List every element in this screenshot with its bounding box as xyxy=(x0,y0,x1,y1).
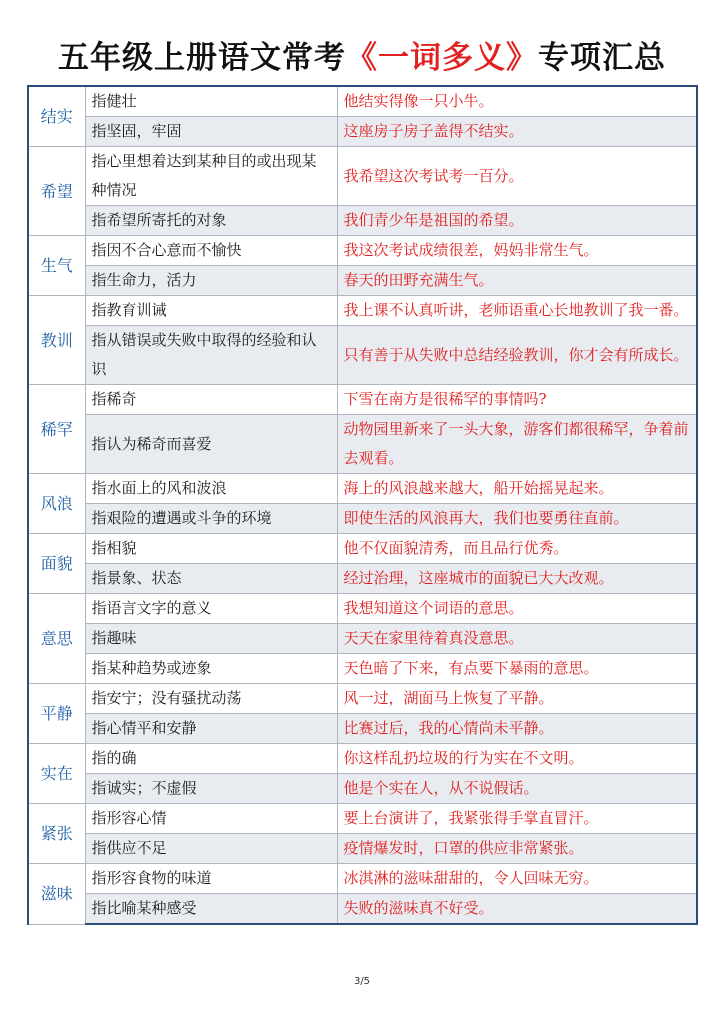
table-row xyxy=(28,834,697,864)
example-cell: 我想知道这个词语的意思。 xyxy=(337,594,697,624)
meaning-cell: 指水面上的风和波浪 xyxy=(85,474,337,504)
example-cell: 天天在家里待着真没意思。 xyxy=(337,624,697,654)
table-row xyxy=(28,624,697,654)
meaning-cell: 指希望所寄托的对象 xyxy=(85,206,337,236)
meaning-cell: 指因不合心意而不愉快 xyxy=(85,236,337,266)
word-cell: 平静 xyxy=(28,684,85,744)
example-cell: 经过治理，这座城市的面貌已大大改观。 xyxy=(337,564,697,594)
table-row xyxy=(28,894,697,925)
example-cell: 我这次考试成绩很差，妈妈非常生气。 xyxy=(337,236,697,266)
table-row xyxy=(28,714,697,744)
example-cell: 只有善于从失败中总结经验教训，你才会有所成长。 xyxy=(337,326,697,385)
example-cell: 这座房子房子盖得不结实。 xyxy=(337,117,697,147)
table-row xyxy=(28,474,697,504)
meaning-cell: 指相貌 xyxy=(85,534,337,564)
word-cell: 滋味 xyxy=(28,864,85,925)
table-row xyxy=(28,206,697,236)
table-row xyxy=(28,236,697,266)
word-cell: 紧张 xyxy=(28,804,85,864)
table-row xyxy=(28,415,697,474)
example-cell: 下雪在南方是很稀罕的事情吗? xyxy=(337,385,697,415)
table-row xyxy=(28,504,697,534)
meaning-cell: 指趣味 xyxy=(85,624,337,654)
word-cell: 教训 xyxy=(28,296,85,385)
table-row xyxy=(28,296,697,326)
page-title xyxy=(0,36,724,80)
table-row xyxy=(28,86,697,117)
example-cell: 海上的风浪越来越大，船开始摇晃起来。 xyxy=(337,474,697,504)
table-row xyxy=(28,594,697,624)
table-row xyxy=(28,744,697,774)
word-cell: 实在 xyxy=(28,744,85,804)
meaning-cell: 指从错误或失败中取得的经验和认识 xyxy=(85,326,337,385)
meaning-cell: 指心里想着达到某种目的或出现某种情况 xyxy=(85,147,337,206)
example-cell: 他结实得像一只小牛。 xyxy=(337,86,697,117)
page-number: 3/5 xyxy=(353,976,371,987)
example-cell: 春天的田野充满生气。 xyxy=(337,266,697,296)
table-row xyxy=(28,266,697,296)
table-row xyxy=(28,864,697,894)
example-cell: 我上课不认真听讲，老师语重心长地教训了我一番。 xyxy=(337,296,697,326)
meaning-cell: 指形容心情 xyxy=(85,804,337,834)
table-row xyxy=(28,147,697,206)
table-row xyxy=(28,326,697,385)
meaning-cell: 指健壮 xyxy=(85,86,337,117)
meaning-cell: 指坚固，牢固 xyxy=(85,117,337,147)
title-prefix: 五年级上册语文常考 xyxy=(58,40,346,76)
word-cell: 意思 xyxy=(28,594,85,684)
meaning-cell: 指稀奇 xyxy=(85,385,337,415)
meaning-cell: 指某种趋势或迹象 xyxy=(85,654,337,684)
meaning-cell: 指形容食物的味道 xyxy=(85,864,337,894)
example-cell: 失败的滋味真不好受。 xyxy=(337,894,697,925)
example-cell: 疫情爆发时，口罩的供应非常紧张。 xyxy=(337,834,697,864)
example-cell: 比赛过后，我的心情尚未平静。 xyxy=(337,714,697,744)
word-cell: 风浪 xyxy=(28,474,85,534)
meaning-cell: 指语言文字的意义 xyxy=(85,594,337,624)
meaning-cell: 指认为稀奇而喜爱 xyxy=(85,415,337,474)
word-cell: 结实 xyxy=(28,86,85,147)
table-row xyxy=(28,774,697,804)
table-row xyxy=(28,564,697,594)
example-cell: 他不仅面貌清秀，而且品行优秀。 xyxy=(337,534,697,564)
example-cell: 天色暗了下来，有点要下暴雨的意思。 xyxy=(337,654,697,684)
meaning-cell: 指教育训诫 xyxy=(85,296,337,326)
table-row xyxy=(28,534,697,564)
word-cell: 稀罕 xyxy=(28,385,85,474)
meaning-cell: 指艰险的遭遇或斗争的环境 xyxy=(85,504,337,534)
table-row xyxy=(28,117,697,147)
example-cell: 我们青少年是祖国的希望。 xyxy=(337,206,697,236)
example-cell: 冰淇淋的滋味甜甜的，令人回味无穷。 xyxy=(337,864,697,894)
table-row xyxy=(28,654,697,684)
title-suffix: 专项汇总 xyxy=(538,40,666,76)
polysemy-table xyxy=(27,85,698,925)
example-cell: 即使生活的风浪再大，我们也要勇往直前。 xyxy=(337,504,697,534)
word-cell: 希望 xyxy=(28,147,85,236)
meaning-cell: 指安宁；没有骚扰动荡 xyxy=(85,684,337,714)
meaning-cell: 指的确 xyxy=(85,744,337,774)
meaning-cell: 指心情平和安静 xyxy=(85,714,337,744)
example-cell: 要上台演讲了，我紧张得手掌直冒汗。 xyxy=(337,804,697,834)
word-cell: 生气 xyxy=(28,236,85,296)
table-row xyxy=(28,385,697,415)
meaning-cell: 指比喻某种感受 xyxy=(85,894,337,925)
table-row xyxy=(28,684,697,714)
meaning-cell: 指生命力，活力 xyxy=(85,266,337,296)
example-cell: 风一过，湖面马上恢复了平静。 xyxy=(337,684,697,714)
example-cell: 动物园里新来了一头大象，游客们都很稀罕，争着前去观看。 xyxy=(337,415,697,474)
title-highlight: 《一词多义》 xyxy=(346,40,538,76)
word-cell: 面貌 xyxy=(28,534,85,594)
example-cell: 他是个实在人，从不说假话。 xyxy=(337,774,697,804)
example-cell: 我希望这次考试考一百分。 xyxy=(337,147,697,206)
meaning-cell: 指供应不足 xyxy=(85,834,337,864)
meaning-cell: 指景象、状态 xyxy=(85,564,337,594)
example-cell: 你这样乱扔垃圾的行为实在不文明。 xyxy=(337,744,697,774)
table-row xyxy=(28,804,697,834)
meaning-cell: 指诚实；不虚假 xyxy=(85,774,337,804)
